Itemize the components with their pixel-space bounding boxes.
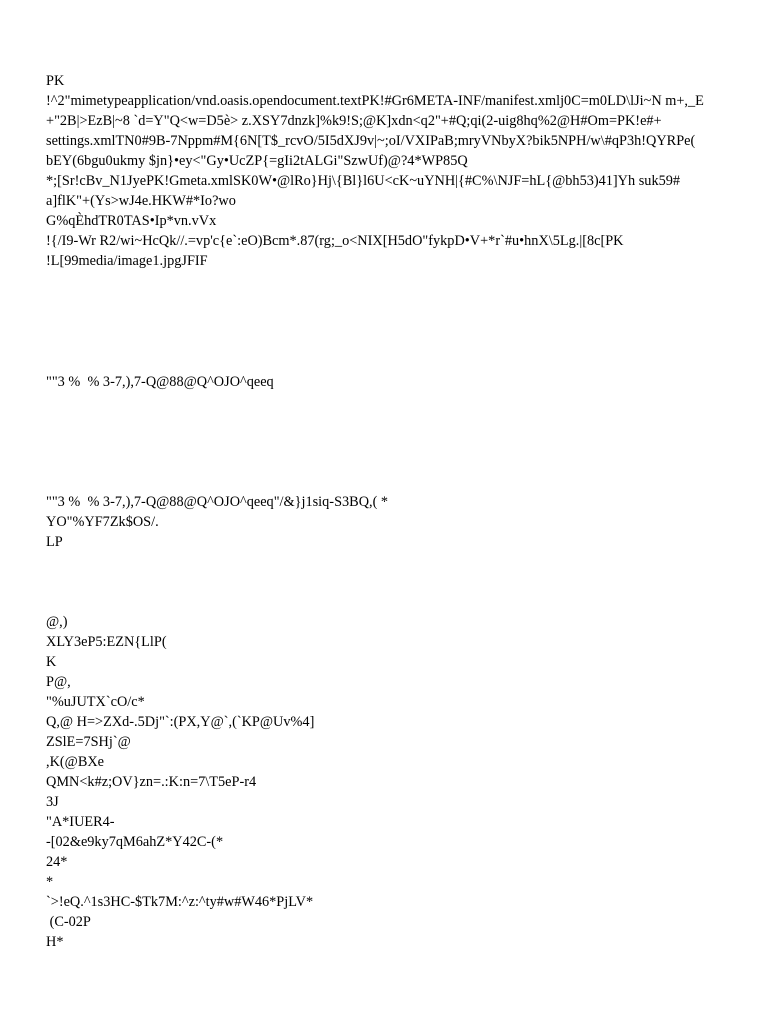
text-line: K — [46, 654, 57, 670]
text-line: LP — [46, 534, 63, 550]
text-line: YO"%YF7Zk$OS/. — [46, 514, 159, 530]
text-line: 24* — [46, 854, 68, 870]
text-line: -[02&e9ky7qM6ahZ*Y42C-(* — [46, 834, 224, 850]
text-line: XLY3eP5:EZN{LlP( — [46, 634, 167, 650]
text-line: 3J — [46, 794, 59, 810]
text-line: !{/I9-Wr R2/wi~HcQk//.=vp'c{e`:eO)Bcm*.87(rg;_o<NIX[H5dO"fykpD•V+*r`#u•hnX\5Lg.|[8c[PK — [46, 233, 624, 249]
text-line: a]flK"+(Ys>wJ4e.HKW#*Io?wo — [46, 193, 236, 209]
text-line: !L[99media/image1.jpgJFIF — [46, 253, 208, 269]
text-line: PK — [46, 73, 65, 89]
text-line: (C-02P — [46, 914, 91, 930]
text-line: settings.xmlTN0#9B-7Nppm#M{6N[T$_rcvO/5I5dXJ9v|~;oI/VXIPaB;mryVNbyX?bik5NPH/w\#qP3h!QYRPe( — [46, 133, 696, 149]
text-line: "A*IUER4- — [46, 814, 115, 830]
text-line: * — [46, 874, 54, 890]
text-line: +"2B|>EzB|~8 `d=Y"Q<w=D5è> z.XSY7dnzk]%k9!S;@K]xdn<q2"+#Q;qi(2-uig8hq%2@H#Om=PK!e#+ — [46, 113, 662, 129]
text-line: bEY(6bgu0ukmy $jn}•ey<"Gy•UcZP{=gIi2tALGi"SzwUf)@?4*WP85Q — [46, 153, 468, 169]
text-line: "%uJUTX`cO/c* — [46, 694, 145, 710]
text-line: *;[Sr!cBv_N1JyePK!Gmeta.xmlSK0W•@lRo}Hj\{Bl}l6U<cK~uYNH|{#C%\NJF=hL{@bh53)41]Yh suk59# — [46, 173, 681, 189]
text-line: ""3 % % 3-7,),7-Q@88@Q^OJO^qeeq"/&}j1siq-S3BQ,( * — [46, 494, 389, 510]
text-line: G%qÈhdTR0TAS•Ip*vn.vVx — [46, 213, 217, 229]
text-line: H* — [46, 934, 64, 950]
text-line: P@, — [46, 674, 71, 690]
text-line: ZSlE=7SHj`@ — [46, 734, 131, 750]
text-line: QMN<k#z;OV}zn=.:K:n=7\T5eP-r4 — [46, 774, 257, 790]
text-line: Q,@ H=>ZXd-.5Dj"`:(PX,Y@`,(`KP@Uv%4] — [46, 714, 315, 730]
text-line: ,K(@BXe — [46, 754, 105, 770]
text-line: @,) — [46, 614, 68, 630]
text-line: `>!eQ.^1s3HC-$Tk7M:^z:^ty#w#W46*PjLV* — [46, 894, 314, 910]
text-line: ""3 % % 3-7,),7-Q@88@Q^OJO^qeeq — [46, 374, 274, 390]
text-line: !^2"mimetypeapplication/vnd.oasis.opendocument.textPK!#Gr6META-INF/manifest.xmlj0C=m0LD\lJi~N m+,_E — [46, 93, 704, 109]
